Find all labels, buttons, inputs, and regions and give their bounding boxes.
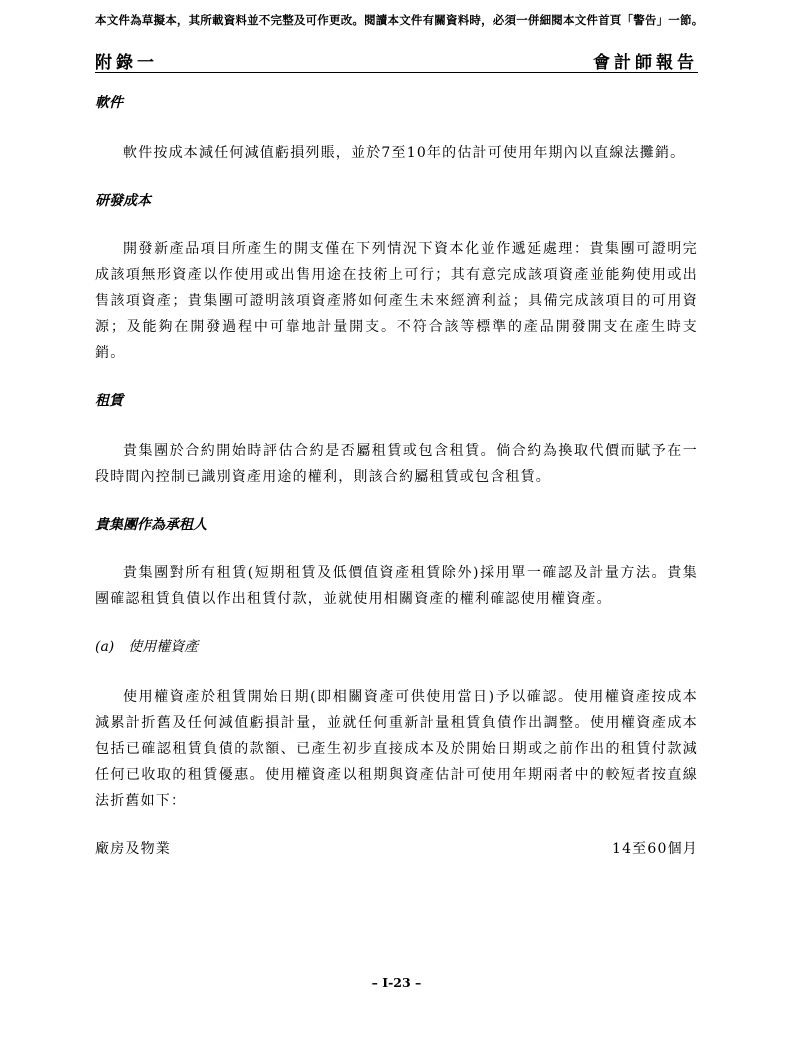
rou-label: (a)	[95, 639, 115, 655]
software-paragraph: 軟件按成本減任何減值虧損列賬，並於7至10年的估計可使用年期內以直線法攤銷。	[123, 145, 686, 161]
depreciation-item: 廠房及物業	[95, 841, 171, 857]
leases-heading: 租賃	[95, 393, 123, 409]
rou-subheading	[95, 634, 698, 660]
lessee-heading: 貴集團作為承租人	[95, 517, 207, 533]
rnd-paragraph: 開發新產品項目所產生的開支僅在下列情況下資本化並作遞延處理：貴集團可證明完成該項無形資產以作使用或出售用途在技術上可行；其有意完成該項資產並能夠使用或出售該項資產；貴集團可證明該項資產將如何產生未來經濟利益；具備完成該項目的可用資源；及能夠在開發過程中可靠地計量開支。不符合該等標準的產品開發開支在產生時支銷。	[95, 241, 698, 361]
lessee-paragraph: 貴集團對所有租賃(短期租賃及低價值資產租賃除外)採用單一確認及計量方法。貴集團確認租賃負債以作出租賃付款，並就使用相關資產的權利確認使用權資產。	[95, 565, 698, 607]
draft-notice: 本文件為草擬本，其所載資料並不完整及可作更改。閱讀本文件有關資料時，必須一併細閱本文件首頁「警告」一節。	[95, 13, 704, 27]
appendix-title: 附錄一	[95, 53, 158, 73]
rou-title: 使用權資產	[128, 639, 199, 655]
document-body	[95, 90, 698, 862]
depreciation-row	[95, 836, 698, 862]
software-heading: 軟件	[95, 95, 123, 111]
depreciation-period: 14至60個月	[611, 841, 698, 857]
report-title: 會計師報告	[593, 53, 698, 73]
page-number: – I-23 –	[371, 975, 422, 990]
leases-paragraph: 貴集團於合約開始時評估合約是否屬租賃或包含租賃。倘合約為換取代價而賦予在一段時間內控制已識別資產用途的權利，則該合約屬租賃或包含租賃。	[95, 443, 698, 485]
page-header	[95, 46, 698, 73]
rnd-heading: 研發成本	[95, 193, 151, 209]
rou-paragraph: 使用權資產於租賃開始日期(即相關資產可供使用當日)予以確認。使用權資產按成本減累計折舊及任何減值虧損計量，並就任何重新計量租賃負債作出調整。使用權資產成本包括已確認租賃負債的款額、已產生初步直接成本及於開始日期或之前作出的租賃付款減任何已收取的租賃優惠。使用權資產以租期與資產估計可使用年期兩者中的較短者按直線法折舊如下：	[95, 689, 698, 809]
